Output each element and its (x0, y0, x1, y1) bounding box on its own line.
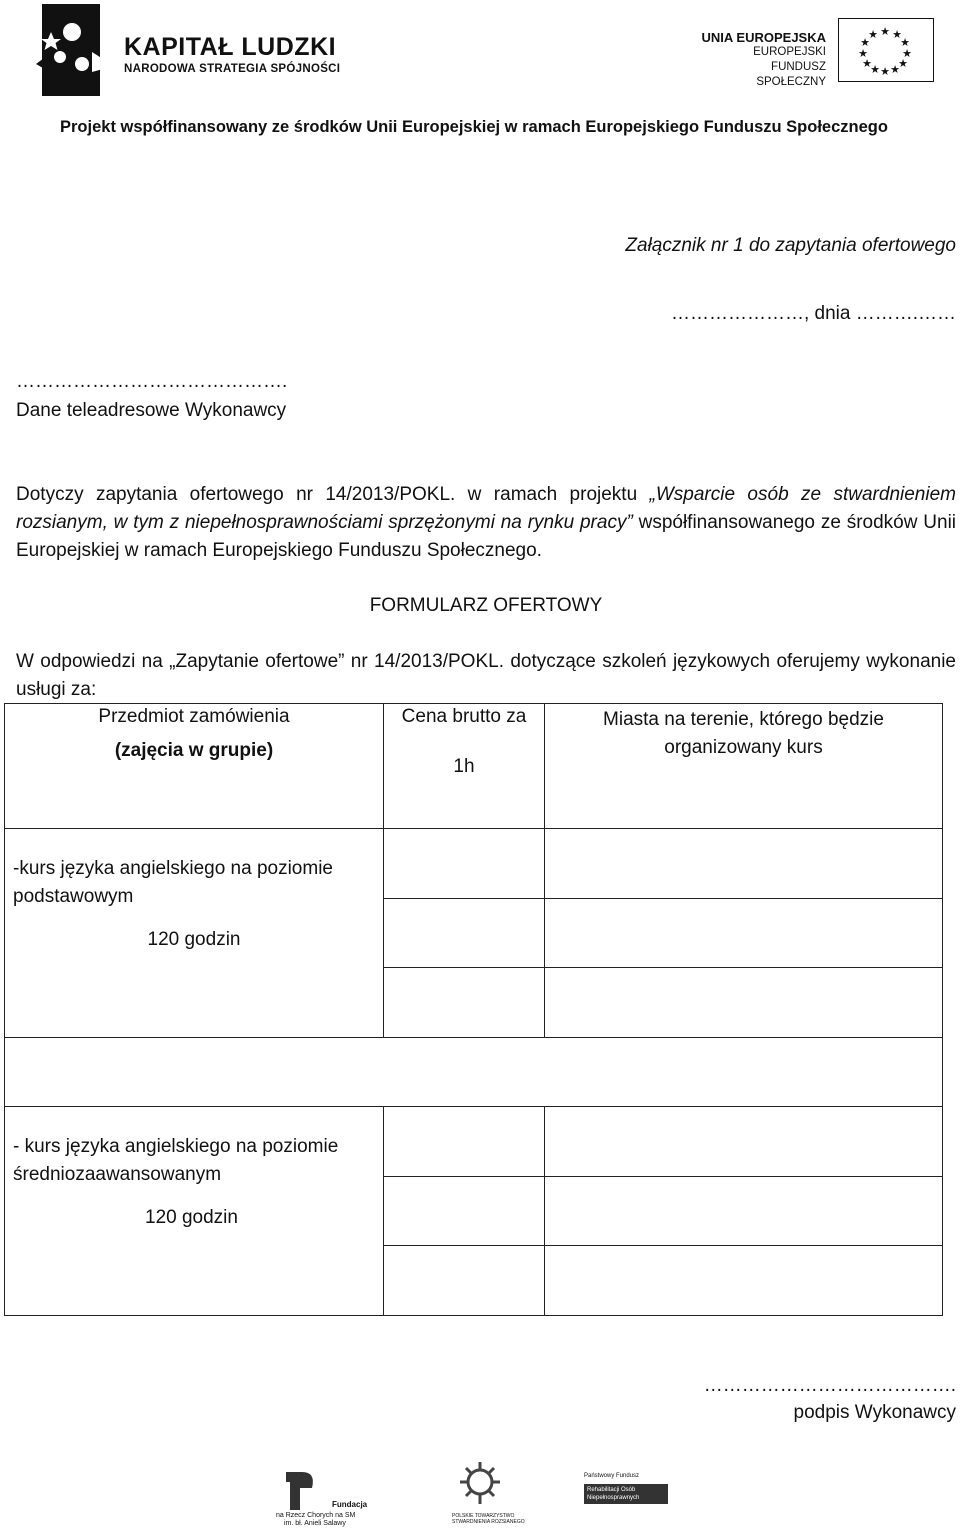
row1-price-cell-b[interactable] (384, 898, 545, 968)
sm-foundation-line1: Fundacja (332, 1500, 368, 1509)
svg-text:★: ★ (862, 57, 872, 70)
intro-paragraph (16, 481, 956, 565)
ptsr-line2: STWARDNIENIA ROZSIANEGO (452, 1519, 525, 1525)
header-cell-price (384, 704, 545, 829)
table-row (5, 829, 943, 899)
signature-label: podpis Wykonawcy (793, 1402, 956, 1423)
kapital-ludzki-emblem-icon (30, 2, 116, 102)
svg-text:★: ★ (898, 57, 908, 70)
eu-logo-text (700, 30, 826, 90)
row2-hours: 120 godzin (145, 1207, 238, 1228)
row2-city-cell-b[interactable] (545, 1176, 943, 1246)
ptsr-line1: POLSKIE TOWARZYSTWO (452, 1513, 515, 1519)
svg-text:★: ★ (868, 28, 878, 41)
svg-text:★: ★ (858, 47, 868, 60)
col2-subheader: 1h (453, 756, 475, 777)
table-header-row (5, 704, 943, 829)
contractor-label: Dane teleadresowe Wykonawcy (16, 400, 287, 421)
row2-label: - kurs języka angielskiego na poziomie średniozaawansowanym (13, 1136, 339, 1185)
kapital-ludzki-subtitle: NARODOWA STRATEGIA SPÓJNOŚCI (124, 63, 341, 75)
sm-foundation-line2: na Rzecz Chorych na SM (276, 1512, 356, 1519)
project-name: „Wsparcie osób ze stwardnieniem rozsianym, w tym z niepełnosprawnościami sprzężonymi na rynku pracy” (16, 484, 956, 533)
spacer-cell (5, 1038, 943, 1107)
col3-header: Miasta na terenie, którego będzie organizowany kurs (603, 709, 884, 758)
row1-city-cell-a[interactable] (545, 829, 943, 899)
pfron-line2: Rehabilitacji Osób (587, 1487, 636, 1493)
col2-header: Cena brutto za (401, 706, 527, 727)
row2-subject-cell (5, 1107, 384, 1316)
eu-flag-icon (838, 18, 934, 82)
svg-text:★: ★ (900, 36, 910, 49)
svg-text:★: ★ (902, 47, 912, 60)
row1-price-cell-a[interactable] (384, 829, 545, 899)
svg-text:★: ★ (890, 63, 900, 76)
sm-foundation-icon (282, 1468, 322, 1512)
pfron-line1: Państwowy Fundusz (584, 1473, 640, 1479)
svg-text:★: ★ (880, 25, 890, 38)
eu-line-2: EUROPEJSKI (753, 46, 826, 58)
row2-price-cell-b[interactable] (384, 1176, 545, 1246)
sm-foundation-line3: im. bł. Anieli Salawy (284, 1520, 346, 1527)
annex-title: Załącznik nr 1 do zapytania ofertowego (625, 235, 956, 256)
row1-city-cell-b[interactable] (545, 898, 943, 968)
place-date-field: …………………, dnia ……….…… (670, 303, 956, 324)
col1-header: Przedmiot zamówienia (98, 706, 290, 727)
offer-table (4, 703, 943, 1316)
signature-dots: …………………………………. (703, 1375, 956, 1396)
row2-city-cell-a[interactable] (545, 1107, 943, 1177)
row2-price-cell-a[interactable] (384, 1107, 545, 1177)
sm-foundation-logo (276, 1466, 376, 1530)
row1-hours: 120 godzin (147, 929, 241, 950)
contractor-dots: ……………………………………. (16, 371, 288, 392)
eu-line-1: UNIA EUROPEJSKA (701, 30, 826, 45)
row1-label: -kurs języka angielskiego na poziomie podstawowym (13, 858, 333, 907)
pfron-logo (584, 1472, 670, 1522)
kapital-ludzki-logo (30, 2, 116, 102)
intro-text-2: współfinansowanego ze środków Unii Europejskiej w ramach Europejskiego Funduszu Społecznego. (16, 512, 957, 561)
row1-subject-cell (5, 829, 384, 1038)
form-title: FORMULARZ OFERTOWY (369, 595, 603, 616)
project-cofinancing-line: Projekt współfinansowany ze środków Unii Europejskiej w ramach Europejskiego Funduszu Społecznego (60, 118, 888, 136)
kapital-ludzki-title: KAPITAŁ LUDZKI (124, 33, 337, 61)
row1-price-cell-c[interactable] (384, 968, 545, 1038)
ptsr-logo (452, 1460, 525, 1526)
eu-line-3: FUNDUSZ SPOŁECZNY (756, 61, 826, 88)
table-row (5, 1107, 943, 1177)
header-cell-cities (545, 704, 943, 829)
svg-text:★: ★ (870, 63, 880, 76)
kapital-ludzki-wordmark (124, 34, 340, 75)
row2-city-cell-c[interactable] (545, 1246, 943, 1316)
response-paragraph: W odpowiedzi na „Zapytanie ofertowe” nr 14/2013/POKL. dotyczące szkoleń językowych oferujemy wykonanie usługi za: (16, 651, 956, 700)
col1-subheader: (zajęcia w grupie) (114, 740, 274, 761)
header-cell-subject (5, 704, 384, 829)
ptsr-star-icon (452, 1460, 508, 1508)
svg-text:★: ★ (860, 36, 870, 49)
pfron-box (584, 1484, 668, 1504)
intro-text-1: Dotyczy zapytania ofertowego nr 14/2013/POKL. w ramach projektu (16, 484, 650, 505)
svg-text:★: ★ (880, 65, 890, 78)
row1-city-cell-c[interactable] (545, 968, 943, 1038)
svg-text:★: ★ (892, 28, 902, 41)
table-row-spacer (5, 1038, 943, 1107)
pfron-line3: Niepełnosprawnych (587, 1495, 640, 1501)
row2-price-cell-c[interactable] (384, 1246, 545, 1316)
